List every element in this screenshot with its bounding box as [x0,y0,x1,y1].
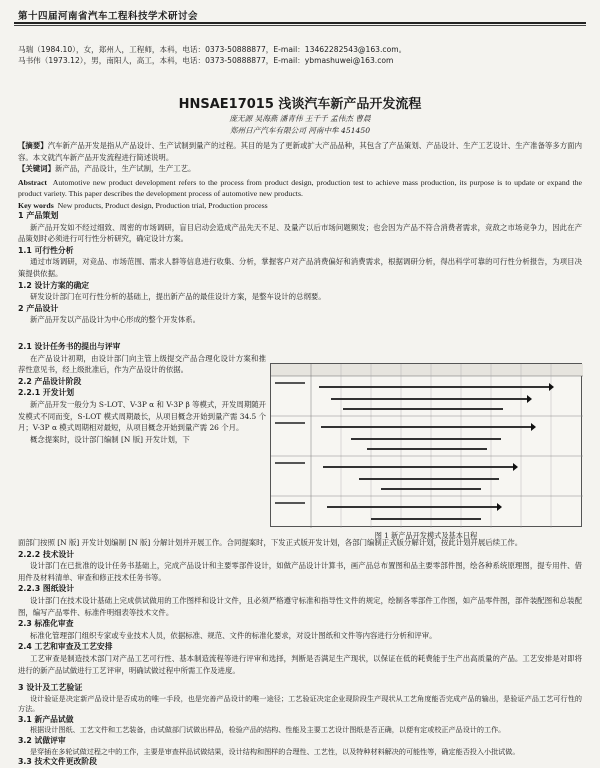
schedule-bar [327,506,497,508]
development-schedule-figure [270,363,582,527]
schedule-header-row [271,364,583,376]
section-3-1-para: 根据设计图纸、工艺文件和工艺装备，由试做部门试做出样品，检验产品的结构、性能及主要工艺设计图纸是否正确，以便有定或校正产品设计的工作。 [30,725,506,735]
paper-title: HNSAE17015 浅谈汽车新产品开发流程 [178,97,422,112]
schedule-bar [323,466,513,468]
schedule-bar [331,398,527,400]
section-1-2-para: 研发设计部门在可行性分析的基础上，提出新产品的最佳设计方案，是整车设计的总纲要。 [30,292,326,302]
section-2-2-3-heading: 2.2.3 图纸设计 [18,584,75,594]
row-label-placeholder [275,462,305,464]
keywords-en-label: Key words [18,200,54,210]
milestone-marker [513,463,518,471]
section-2-para-1: 新产品开发以产品设计为中心形成的整个开发体系。 [30,315,200,325]
header-rule [14,22,586,24]
author-bio-1: 马瑞（1984.10），女，郑州人，工程师，本科，电话：0373-50888877，E-mail：13462282543@163.com。 [18,45,407,54]
section-2-1-heading: 2.1 设计任务书的提出与评审 [18,342,121,351]
abstract-cn-label: 【摘要】 [18,141,48,150]
schedule-bar [359,478,499,480]
section-2-2-1-para-3: 面部门按照 [N 版] 开发计划编制 [N 版] 分解计划并开展工作。合同提案时，下发正式版开发计划，各部门编制正式版分解计划，按此计划开展后续工作。 [18,538,523,547]
abstract-en-label: Abstract [18,177,48,187]
section-3 [18,683,582,768]
section-2-2-1-heading: 2.2.1 开发计划 [18,388,75,398]
schedule-bar [319,386,549,388]
section-1-2-heading: 1.2 设计方案的确定 [18,280,90,290]
figure-caption: 图 1 新产品开发模式及基本日程 [374,531,478,540]
schedule-bar [371,518,481,520]
section-2-4-heading: 2.4 工艺和审查及工艺安排 [18,642,113,652]
author-bio-2: 马书伟（1973.12），男，南阳人，高工，本科，电话：0373-50888877，E-mail：ybmashuwei@163.com [18,56,394,65]
section-3-2-para: 是穿插在多轮试做过程之中的工作，主要是审查样品试做结果，设计结构和图样的合理性、工艺性，以及特种材料解决的可能性等，确定能否投入小批试做。 [30,746,520,756]
section-2-2-2-heading: 2.2.2 技术设计 [18,549,75,559]
row-label-placeholder [275,382,305,384]
schedule-bar [351,438,501,440]
section-1-1-heading: 1.1 可行性分析 [18,245,74,255]
section-1-heading: 1 产品策划 [18,211,59,220]
schedule-bar [367,448,487,450]
abstract-block [18,140,582,212]
section-1-para-1: 新产品开发如不经过细致、周密的市场调研，盲目启动会造成产品先天不足、及量产以后市场问题频发；也会因为产品不符合消费者需求，竞敌之市场竞争力，因此在产品策划时必须进行可行性分析研究，确定设计方案。 [18,222,582,244]
milestone-marker [531,423,536,431]
section-2-2-3-para: 设计部门在技术设计基础上完成供试做用的工作图样和设计文件，且必须严格遵守标准和指导性文件的规定，绘制各零部件工作图，如产品零件图，部件装配图和总装配图，编写产品零件、标准件明细表等技术文件。 [18,595,582,617]
header-rule-thin [14,25,586,26]
section-2-2-1-para: 新产品开发一般分为 S-LOT、V-3P α 和 V-3P β 等模式，开发周期随开发模式不同而变，S-LOT 模式周期最长，从项目概念开始到量产需 34.5 个月；V-3P α 模式周期相对最短，从项目概念开始到量产需 26 个月。 [18,399,266,433]
section-2-1-para: 在产品设计初期，由设计部门向主管上级提交产品合理化设计方案和推荐性意见书，经上级批准后，作为产品设计的依据。 [18,353,266,375]
section-2-4-para: 工艺审查是制造技术部门对产品工艺可行性、基本制造流程等进行评审和选择，判断是否满足生产现状，以保证在低的耗费能于生产出高质量的产品。工艺安排是对即将进行的新产品试做进行工艺评审，明确试做过程中所需工作及进度。 [18,653,582,675]
section-2-continued [18,537,582,676]
section-3-para-1: 设计验证是决定新产品设计是否成功的唯一手段，也是完善产品设计的唯一途径；工艺验证决定企业现阶段生产现状从工艺角度能否完成产品的输出，是验证产品工艺可行性的方法。 [18,693,582,714]
section-3-2-heading: 3.2 试做评审 [18,735,66,745]
schedule-chart [271,364,583,528]
section-2-2-1-para-2: 概念提案时，设计部门编制 [N 版] 开发计划，下 [30,434,190,444]
abstract-en [18,177,582,200]
section-2-left-column [18,341,266,445]
paper-affiliation: 郑州日产汽车有限公司 河南中牟 451450 [229,126,371,135]
section-2-2-heading: 2.2 产品设计阶段 [18,376,82,386]
milestone-marker [497,503,502,511]
abstract-cn-text: 汽车新产品开发是指从产品设计、生产试制到量产的过程。其目的是为了更新或扩大产品品种，其包含了产品策划、产品设计、生产工艺设计、生产准备等多方面内容。本文就汽车新产品开发流程进行简述说明。 [18,141,582,162]
row-label-placeholder [275,422,305,424]
keywords-cn-label: 【关键词】 [18,164,55,174]
abstract-en-text: Automotive new product development refers to the process from product design, production test to achieve mass production, its purpose is to update or expand the product variety. This paper describes the development process of automotive new products. [18,177,582,199]
section-2-2-2-para: 设计部门在已批准的设计任务书基础上，完成产品设计和主要零部件设计，如做产品设计计算书，画产品总布置图和品主要零部件图，绘各种系统原理图，提专用件、借用件及材料清单、审查和修正技术任务书等。 [18,561,582,582]
section-2-heading: 2 产品设计 [18,303,59,313]
schedule-bar [343,408,503,410]
schedule-bar [321,426,531,428]
milestone-marker [549,383,554,391]
section-3-1-heading: 3.1 新产品试做 [18,714,74,724]
keywords-cn-text: 新产品，产品设计，生产试制，生产工艺。 [54,164,196,174]
abstract-cn [18,140,582,163]
schedule-bar [381,488,481,490]
section-2-3-heading: 2.3 标准化审查 [18,619,74,629]
keywords-cn [18,163,582,175]
section-1 [18,210,582,326]
section-1-1-para: 通过市场调研，对竞品、市场范围、需求人群等信息进行收集、分析，掌握客户对产品消费偏好和消费需求，根据调研分析，得出科学可靠的可行性分析报告，为项目决策提供依据。 [18,257,582,278]
author-bios [18,44,406,66]
row-label-placeholder [275,502,305,504]
paper-authors: 庞无源 吴海燕 潘青伟 王千千 孟伟杰 曹晨 [229,114,371,123]
running-header: 第十四届河南省汽车工程科技学术研讨会 [18,11,199,22]
section-3-3-heading: 3.3 技术文件更改阶段 [18,757,97,767]
section-2-3-para: 标准化管理部门组织专家或专业技术人员，依据标准、规范、文件的标准化要求，对设计图纸和文件等内容进行分析和评审。 [30,630,437,640]
keywords-en-text: New products, Product design, Production trial, Production process [57,200,268,210]
milestone-marker [527,395,532,403]
section-3-heading: 3 设计及工艺验证 [18,683,83,692]
